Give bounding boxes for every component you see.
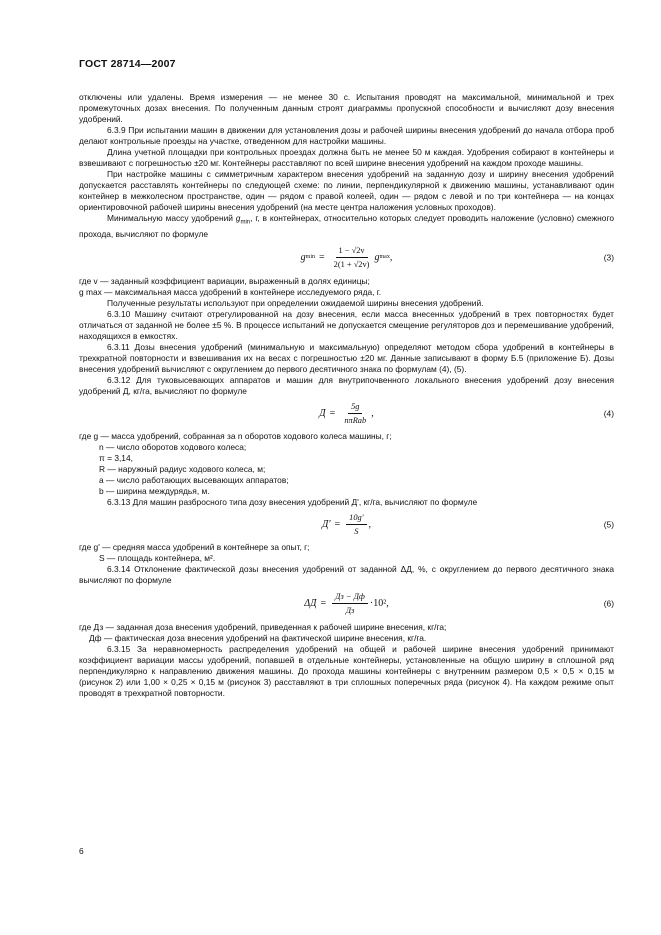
paragraph-plot-length: Длина учетной площадки при контрольных проездах должна быть не менее 50 м каждая. Удобрения собирают в контейнеры и взвешивают с погрешностью ±20 мг. Контейнеры расставляют по всей ширине внесения удобрений на каждом проходе машины. xyxy=(79,147,614,168)
formula-5-number: (5) xyxy=(603,519,614,530)
min-mass-subscript: min xyxy=(240,219,251,226)
formula-5-lhs: Д' xyxy=(321,519,331,531)
min-mass-text-b: , г, в контейнерах, относительно которых следует проводить наложение (условно) смежного прохода, вычисляют по формуле xyxy=(79,213,614,239)
paragraph-6-3-11: 6.3.11 Дозы внесения удобрений (минимальную и максимальную) определяют методом сбора удобрений в контейнеры в трехкратной повторности и взвешивания их на весах с погрешностью ±20 мг. Данные записывают в форму Б.5 (приложение Б). Дозы внесения удобрений вычисляют с округлением до первого десятичного знака по формулам (4), (5). xyxy=(79,341,614,374)
paragraph-6-3-12: 6.3.12 Для туковысевающих аппаратов и машин для внутрипочвенного локального внесения удобрений дозу внесения удобрений Д, кг/га, вычисляют по формуле xyxy=(79,374,614,396)
definition-v: где v — заданный коэффициент вариации, выраженный в долях единицы; xyxy=(79,275,370,286)
definition-r: R — наружный радиус ходового колеса, м; xyxy=(99,463,266,474)
definition-a: a — число работающих высевающих аппаратов; xyxy=(99,474,289,485)
formula-6-definitions xyxy=(79,622,614,644)
formula-6-number: (6) xyxy=(603,598,614,609)
formula-4: Д = $\frac{5g}{\text{nπRab}}$ , (4) xyxy=(319,402,614,426)
formula-4-numerator: 5g xyxy=(348,401,362,414)
definition-g-prime: где g' — средняя масса удобрений в контейнере за опыт, г; xyxy=(79,541,310,552)
formula-5: Д' = $\frac{10g'}{S}$ , (5) xyxy=(321,513,614,537)
min-mass-symbol: g xyxy=(235,213,241,223)
formula-3-rhs: g xyxy=(374,252,380,264)
formula-4-denominator: nπRab xyxy=(344,416,367,426)
formula-3-denominator: 2(1 + √2v) xyxy=(333,260,370,270)
formula-3-numerator: 1 − √2v xyxy=(336,245,368,258)
page-number: 6 xyxy=(79,846,84,856)
formula-6-multiplier: ·10², xyxy=(369,598,389,610)
definition-g: где g — масса удобрений, собранная за n оборотов ходового колеса машины, г; xyxy=(79,430,392,441)
definition-gmax: g max — максимальная масса удобрений в контейнере исследуемого ряда, г. xyxy=(79,286,382,297)
paragraph-6-3-9: 6.3.9 При испытании машин в движении для установления дозы и рабочей ширины внесения удобрений до начала отбора проб делают контрольные проезды на участке, отведенном для настройки машины. xyxy=(79,125,614,146)
formula-6-denominator: Дз xyxy=(345,606,355,616)
formula-5-fraction xyxy=(346,512,366,537)
formula-5-denominator: S xyxy=(354,527,359,537)
definition-dz: где Дз — заданная доза внесения удобрений, приведенная к рабочей ширине внесения, кг/га; xyxy=(79,621,447,632)
min-mass-text-a: Минимальную массу удобрений xyxy=(107,213,236,223)
definition-df: Дф — фактическая доза внесения удобрений на фактической ширине внесения, кг/га. xyxy=(89,632,427,643)
formula-4-definitions xyxy=(79,431,614,497)
formula-4-fraction xyxy=(341,401,369,426)
definition-b: b — ширина междурядья, м. xyxy=(99,485,210,496)
document-header: ГОСТ 28714—2007 xyxy=(79,58,176,70)
paragraph-6-3-15: 6.3.15 За неравномерность распределения удобрений на общей и рабочей ширине внесения удобрений принимают коэффициент вариации массы удобрений, попавшей в отдельные контейнеры, установленные на общую ширину в сплошной ряд перпендикулярно к направлению движения машины. До прохода машины контейнеры с внутренним размером 0,5 × 0,5 × 0,15 м (рисунок 2) или 1,00 × 0,25 × 0,15 м (рисунок 3) расставляют в три сплошных поперечных ряда (рисунок 4). На каждом режиме опыт проводят в трехкратной повторности. xyxy=(79,643,614,698)
formula-6-numerator: Дз − Дф xyxy=(332,591,368,604)
paragraph-symmetric-setup: При настройке машины с симметричным характером внесения удобрений на заданную дозу и ширину внесения удобрений допускается расставлять контейнеры по следующей схеме: по линии, перпендикулярной к движению машины, устанавливают один контейнер в межколесном пространстве, один — рядом с правой колеей, один — рядом с левой и по три контейнера — на концах ориентировочной рабочей ширины внесения удобрений (на месте центра наложения условных проходов). xyxy=(79,169,614,212)
formula-6-fraction xyxy=(332,591,368,616)
formula-3-lhs: g xyxy=(300,252,306,264)
formula-6-lhs: ΔД xyxy=(304,598,317,610)
paragraph-continued: отключены или удалены. Время измерения — не менее 30 с. Испытания проводят на максимальной, минимальной и трех промежуточных дозах внесения. По полученным данным строят диаграммы пропускной способности и вычисляют дозу внесения удобрений. xyxy=(79,92,614,124)
formula-4-lhs: Д xyxy=(319,408,326,420)
formula-3-lhs-sub: min xyxy=(305,254,315,261)
definition-pi: π = 3,14, xyxy=(99,452,133,463)
formula-3-rhs-sub: max xyxy=(379,254,390,261)
document-body xyxy=(79,92,614,699)
paragraph-min-mass xyxy=(79,213,614,240)
paragraph-6-3-14: 6.3.14 Отклонение фактической дозы внесения удобрений от заданной ΔД, %, с округлением до первого десятичного знака вычисляют по формуле xyxy=(79,563,614,585)
formula-6: ΔД = $\frac{Дз - Дф}{Дз}$ ·10², (6) xyxy=(304,592,614,616)
formula-3: g min = $\frac{1 - √2v}{2(1 + √2v)}$ g max , (3) xyxy=(300,246,614,270)
paragraph-6-3-10: 6.3.10 Машину считают отрегулированной на дозу внесения, если масса внесенных удобрений в трех повторностях будет отличаться от заданной не более ±5 %. В процессе испытаний не допускается смещение регуляторов доз и перемешивание удобрений, находящихся в емкостях. xyxy=(79,308,614,341)
formula-3-number: (3) xyxy=(603,252,614,263)
formula-3-fraction xyxy=(331,245,373,270)
formula-5-definitions xyxy=(79,542,614,564)
paragraph-results: Полученные результаты используют при определении ожидаемой ширины внесения удобрений. xyxy=(107,297,484,308)
definition-s: S — площадь контейнера, м². xyxy=(99,552,216,563)
definition-n: n — число оборотов ходового колеса; xyxy=(99,441,247,452)
formula-3-definitions xyxy=(79,276,614,298)
formula-4-number: (4) xyxy=(603,408,614,419)
paragraph-6-3-13: 6.3.13 Для машин разбросного типа дозу внесения удобрений Д', кг/га, вычисляют по формуле xyxy=(107,496,478,507)
formula-5-numerator: 10g' xyxy=(346,512,366,525)
